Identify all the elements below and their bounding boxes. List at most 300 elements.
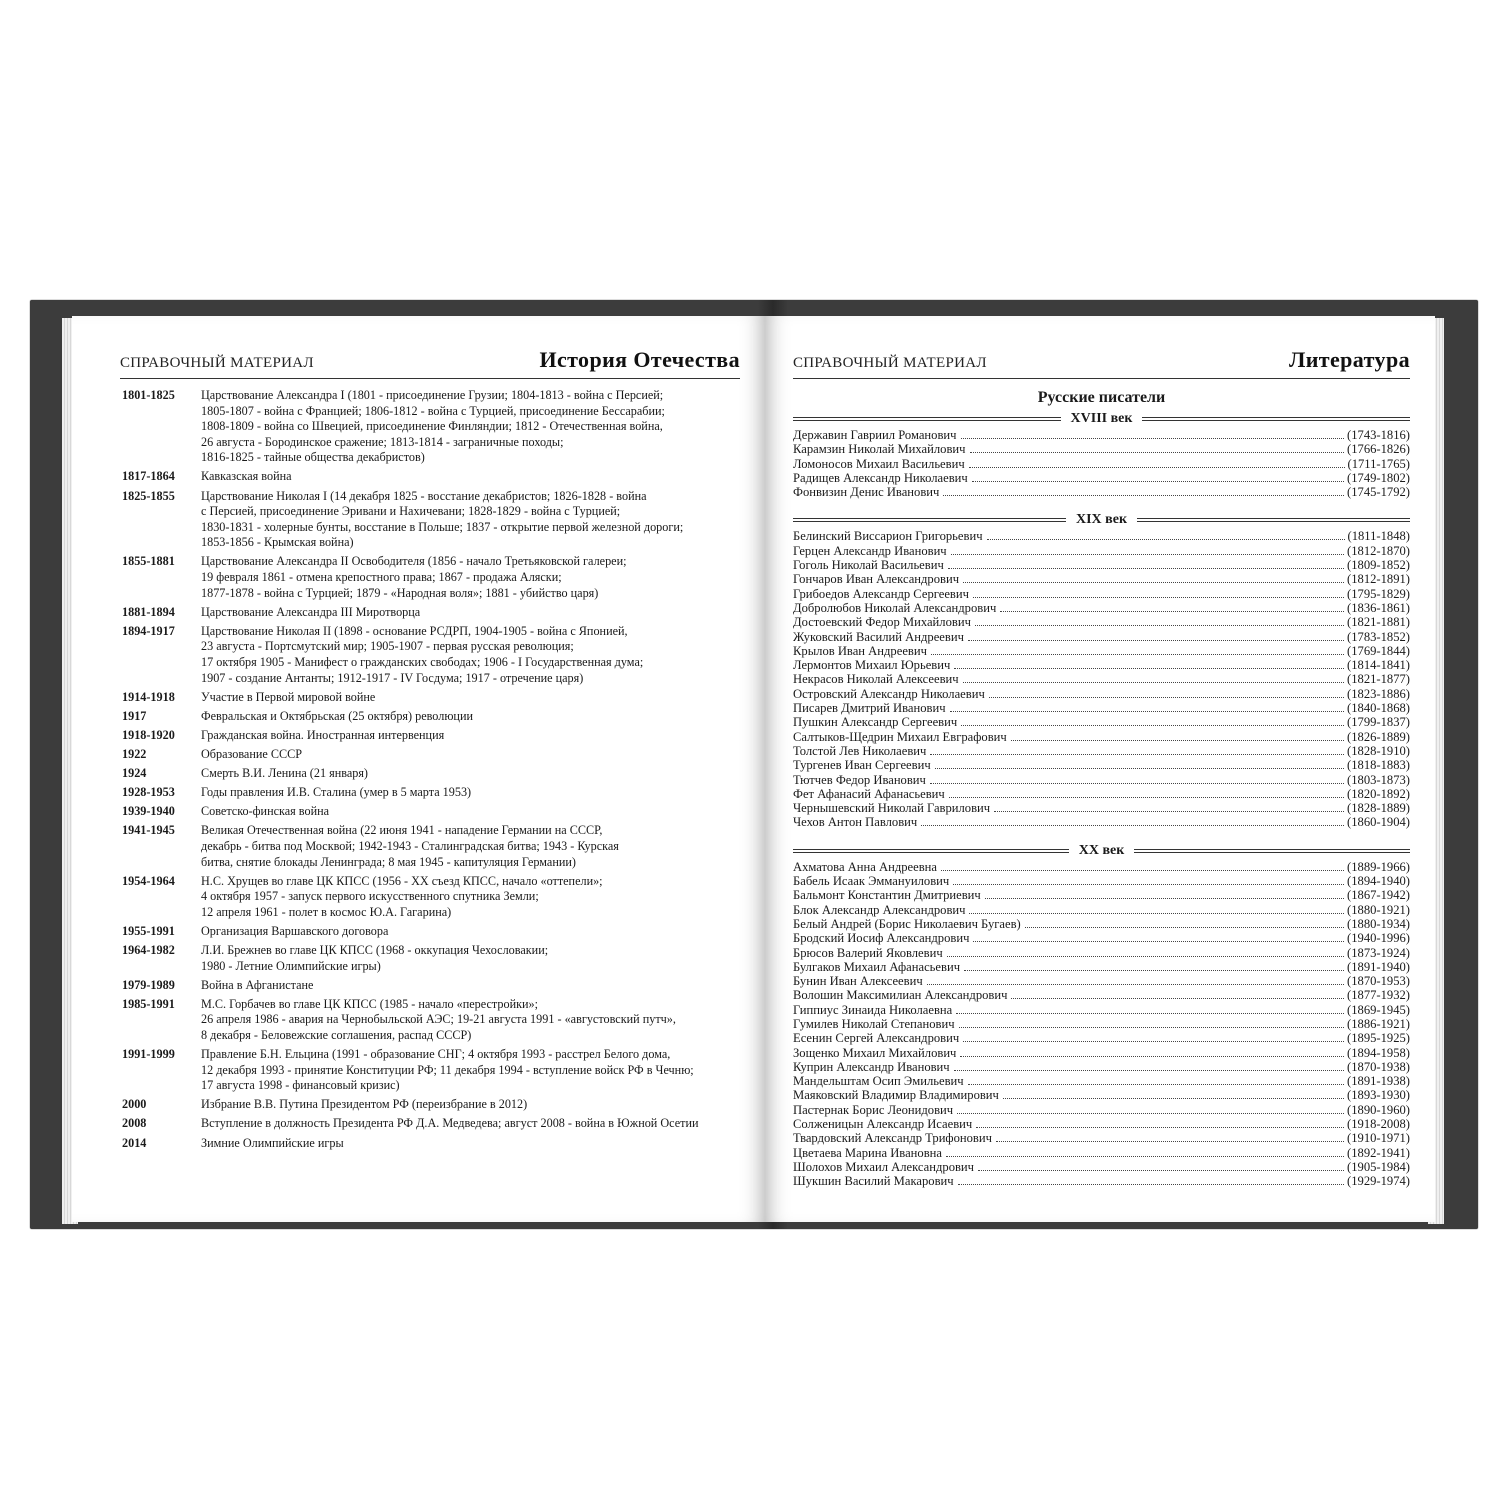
writer-name: Чернышевский Николай Гаврилович bbox=[793, 801, 991, 816]
timeline-text bbox=[201, 1097, 737, 1113]
writer-years: (1828-1910) bbox=[1347, 743, 1410, 758]
century-rule bbox=[793, 518, 1066, 522]
writer-row bbox=[793, 974, 1410, 988]
timeline-year: 1918-1920 bbox=[122, 727, 175, 742]
page-title: История Отечества bbox=[539, 347, 740, 372]
timeline-row bbox=[122, 1047, 737, 1094]
dot-leader bbox=[943, 495, 1344, 496]
writer-row bbox=[793, 1160, 1410, 1174]
dot-leader bbox=[1011, 998, 1344, 999]
writer-years: (1870-1953) bbox=[1347, 974, 1410, 989]
timeline-row bbox=[122, 1116, 737, 1132]
timeline-text bbox=[201, 388, 737, 466]
writer-name: Толстой Лев Николаевич bbox=[793, 743, 927, 758]
timeline-text-line: 12 апреля 1961 - полет в космос Ю.А. Гагарина) bbox=[201, 904, 452, 919]
writer-name: Шолохов Михаил Александрович bbox=[793, 1159, 975, 1174]
writer-years: (1811-1848) bbox=[1347, 529, 1410, 544]
writer-row bbox=[793, 888, 1410, 902]
left-page bbox=[72, 316, 765, 1222]
writer-years: (1809-1852) bbox=[1347, 558, 1410, 573]
writer-name: Крылов Иван Андреевич bbox=[793, 643, 927, 658]
writer-years: (1799-1837) bbox=[1347, 715, 1410, 730]
writer-years: (1873-1924) bbox=[1347, 945, 1410, 960]
dot-leader bbox=[954, 668, 1344, 669]
writer-row bbox=[793, 471, 1410, 485]
writer-name: Брюсов Валерий Яковлевич bbox=[793, 945, 943, 960]
timeline-text-line: 26 апреля 1986 - авария на Чернобыльской АЭС; 19-21 августа 1991 - «августовский путч», bbox=[201, 1012, 676, 1027]
century-heading bbox=[793, 842, 1410, 860]
timeline-year: 1917 bbox=[122, 708, 147, 723]
writer-row bbox=[793, 630, 1410, 644]
timeline-row bbox=[122, 690, 737, 706]
writer-years: (1766-1826) bbox=[1347, 442, 1410, 457]
dot-leader bbox=[949, 797, 1344, 798]
writer-row bbox=[793, 544, 1410, 558]
writer-row bbox=[793, 457, 1410, 471]
writer-row bbox=[793, 773, 1410, 787]
writer-name: Ломоносов Михаил Васильевич bbox=[793, 456, 965, 471]
timeline-text-line: 17 октября 1905 - Манифест о гражданских свободах; 1906 - I Государственная дума; bbox=[201, 655, 644, 669]
timeline-year: 2008 bbox=[122, 1116, 147, 1131]
writer-years: (1812-1870) bbox=[1347, 543, 1410, 558]
writer-row bbox=[793, 917, 1410, 931]
timeline-text-line: Царствование Александра II Освободителя (1856 - начало Третьяковской галереи; bbox=[201, 554, 627, 569]
writer-name: Бродский Иосиф Александрович bbox=[793, 931, 970, 946]
timeline-text-line: декабрь - битва под Москвой; 1942-1943 - Сталинградская битва; 1943 - Курская bbox=[201, 838, 619, 853]
timeline-year: 1928-1953 bbox=[122, 785, 175, 800]
writer-row bbox=[793, 1103, 1410, 1117]
century-rule bbox=[1134, 849, 1410, 853]
timeline-year: 1801-1825 bbox=[122, 388, 175, 402]
writer-row bbox=[793, 874, 1410, 888]
writer-years: (1870-1938) bbox=[1347, 1059, 1410, 1074]
writer-row bbox=[793, 1088, 1410, 1102]
writer-name: Гоголь Николай Васильевич bbox=[793, 558, 944, 573]
century-label: XX век bbox=[1078, 842, 1125, 858]
timeline-year: 2000 bbox=[122, 1097, 147, 1112]
timeline-text-line: Февральская и Октябрьская (25 октября) революции bbox=[201, 708, 473, 723]
dot-leader bbox=[968, 640, 1344, 641]
timeline-row bbox=[122, 709, 737, 725]
writer-years: (1894-1958) bbox=[1347, 1045, 1410, 1060]
dot-leader bbox=[930, 783, 1344, 784]
writer-name: Зощенко Михаил Михайлович bbox=[793, 1045, 957, 1060]
writer-years: (1877-1932) bbox=[1347, 988, 1410, 1003]
timeline-row bbox=[122, 997, 737, 1044]
writer-years: (1892-1941) bbox=[1347, 1145, 1410, 1160]
writer-years: (1818-1883) bbox=[1347, 758, 1410, 773]
dot-leader bbox=[969, 467, 1345, 468]
writer-name: Тютчев Федор Иванович bbox=[793, 772, 926, 787]
dot-leader bbox=[978, 1170, 1344, 1171]
writer-years: (1711-1765) bbox=[1347, 456, 1410, 471]
timeline-text bbox=[201, 823, 737, 870]
timeline-text bbox=[201, 943, 737, 974]
timeline-text-line: Царствование Александра I (1801 - присоединение Грузии; 1804-1813 - война с Персией; bbox=[201, 388, 664, 402]
timeline-row bbox=[122, 1136, 737, 1152]
writer-years: (1890-1960) bbox=[1347, 1102, 1410, 1117]
timeline-year: 1914-1918 bbox=[122, 689, 175, 704]
writer-row bbox=[793, 903, 1410, 917]
dot-leader bbox=[956, 1013, 1344, 1014]
writer-row bbox=[793, 715, 1410, 729]
writer-list bbox=[793, 428, 1410, 499]
timeline-text-line: 4 октября 1957 - запуск первого искусственного спутника Земли; bbox=[201, 889, 539, 904]
writer-years: (1749-1802) bbox=[1347, 470, 1410, 485]
writer-years: (1783-1852) bbox=[1347, 629, 1410, 644]
timeline-text-line: Образование СССР bbox=[201, 746, 303, 761]
timeline-text-line: Вступление в должность Президента РФ Д.А. Медведева; август 2008 - война в Южной Осетии bbox=[201, 1116, 699, 1131]
century-label: XVIII век bbox=[1070, 411, 1133, 426]
timeline-text bbox=[201, 1116, 737, 1132]
writer-row bbox=[793, 587, 1410, 601]
timeline-text-line: Кавказская война bbox=[201, 469, 292, 484]
timeline-text-line: 1805-1807 - война с Францией; 1806-1812 - война с Турцией, присоединение Бессарабии; bbox=[201, 403, 665, 418]
timeline-year: 1955-1991 bbox=[122, 923, 175, 938]
timeline-text-line: Царствование Николая II (1898 - основание РСДРП, 1904-1905 - война с Японией, bbox=[201, 623, 628, 638]
writer-name: Тургенев Иван Сергеевич bbox=[793, 758, 931, 773]
timeline-text bbox=[201, 924, 737, 940]
century-heading bbox=[793, 410, 1410, 428]
timeline-year: 1985-1991 bbox=[122, 996, 175, 1011]
writer-years: (1893-1930) bbox=[1347, 1088, 1410, 1103]
writer-years: (1860-1904) bbox=[1347, 815, 1410, 830]
right-page-header bbox=[793, 346, 1410, 379]
timeline-text-line: битва, снятие блокады Ленинграда; 8 мая 1945 - капитуляция Германии) bbox=[201, 854, 576, 869]
dot-leader bbox=[921, 825, 1344, 826]
dot-leader bbox=[953, 884, 1344, 885]
writer-years: (1828-1889) bbox=[1347, 801, 1410, 816]
writer-years: (1820-1892) bbox=[1347, 786, 1410, 801]
timeline-text bbox=[201, 1136, 737, 1152]
writer-years: (1814-1841) bbox=[1347, 658, 1410, 673]
timeline-year: 1894-1917 bbox=[122, 623, 175, 638]
writer-name: Бальмонт Константин Дмитриевич bbox=[793, 888, 981, 903]
timeline-row bbox=[122, 943, 737, 974]
writer-row bbox=[793, 644, 1410, 658]
writer-name: Жуковский Василий Андреевич bbox=[793, 629, 964, 644]
writer-years: (1823-1886) bbox=[1347, 686, 1410, 701]
century-rule bbox=[1137, 518, 1410, 522]
dot-leader bbox=[960, 1056, 1344, 1057]
writer-years: (1795-1829) bbox=[1347, 586, 1410, 601]
writer-name: Герцен Александр Иванович bbox=[793, 543, 947, 558]
writer-row bbox=[793, 946, 1410, 960]
writer-name: Белинский Виссарион Григорьевич bbox=[793, 529, 983, 544]
dot-leader bbox=[946, 1156, 1344, 1157]
timeline-text-line: 12 декабря 1993 - принятие Конституции РФ; 11 декабря 1994 - вступление войск РФ в Чечню; bbox=[201, 1062, 694, 1077]
writer-row bbox=[793, 801, 1410, 815]
writer-row bbox=[793, 1031, 1410, 1045]
timeline-text bbox=[201, 747, 737, 763]
writer-name: Есенин Сергей Александрович bbox=[793, 1031, 960, 1046]
timeline-text-line: Царствование Александра III Миротворца bbox=[201, 604, 421, 619]
writer-years: (1836-1861) bbox=[1347, 600, 1410, 615]
writer-years: (1918-2008) bbox=[1347, 1117, 1410, 1132]
writer-name: Карамзин Николай Михайлович bbox=[793, 442, 966, 457]
timeline-text bbox=[201, 554, 737, 601]
timeline-text bbox=[201, 690, 737, 706]
writer-name: Пушкин Александр Сергеевич bbox=[793, 715, 958, 730]
writer-name: Бунин Иван Алексеевич bbox=[793, 974, 923, 989]
writers-list bbox=[793, 388, 1410, 1201]
timeline-text bbox=[201, 709, 737, 725]
timeline-row bbox=[122, 804, 737, 820]
timeline-row bbox=[122, 874, 737, 921]
writer-row bbox=[793, 730, 1410, 744]
writer-name: Бабель Исаак Эммануилович bbox=[793, 874, 950, 889]
writer-years: (1769-1844) bbox=[1347, 643, 1410, 658]
writer-row bbox=[793, 1146, 1410, 1160]
timeline-text bbox=[201, 489, 737, 551]
timeline-text-line: 26 августа - Бородинское сражение; 1813-1814 - заграничные походы; bbox=[201, 434, 564, 449]
writer-row bbox=[793, 1174, 1410, 1188]
writer-row bbox=[793, 428, 1410, 442]
timeline-row bbox=[122, 728, 737, 744]
writer-years: (1821-1877) bbox=[1347, 672, 1410, 687]
timeline-row bbox=[122, 924, 737, 940]
writer-row bbox=[793, 744, 1410, 758]
writer-years: (1905-1984) bbox=[1347, 1159, 1410, 1174]
dot-leader bbox=[961, 725, 1344, 726]
timeline-text-line: 1877-1878 - война с Турцией; 1879 - «Народная воля»; 1881 - убийство царя) bbox=[201, 585, 599, 600]
dot-leader bbox=[950, 711, 1344, 712]
timeline-text bbox=[201, 624, 737, 686]
dot-leader bbox=[976, 1127, 1344, 1128]
timeline-row bbox=[122, 624, 737, 686]
writer-name: Фонвизин Денис Иванович bbox=[793, 485, 940, 500]
timeline-year: 1979-1989 bbox=[122, 977, 175, 992]
timeline-text-line: 23 августа - Портсмутский мир; 1905-1907 - первая русская революция; bbox=[201, 639, 574, 654]
timeline-text bbox=[201, 785, 737, 801]
writer-name: Волошин Максимилиан Александрович bbox=[793, 988, 1008, 1003]
writer-row bbox=[793, 1074, 1410, 1088]
centuries-container bbox=[793, 410, 1410, 1189]
century-heading bbox=[793, 511, 1410, 529]
writer-name: Добролюбов Николай Александрович bbox=[793, 600, 997, 615]
page-title: Литература bbox=[1288, 347, 1410, 372]
writer-list bbox=[793, 860, 1410, 1189]
writer-row bbox=[793, 1060, 1410, 1074]
timeline-text-line: Смерть В.И. Ленина (21 января) bbox=[201, 766, 368, 781]
writer-years: (1840-1868) bbox=[1347, 701, 1410, 716]
century-rule bbox=[793, 849, 1069, 853]
writer-row bbox=[793, 1003, 1410, 1017]
writer-row bbox=[793, 572, 1410, 586]
timeline-text-line: Царствование Николая I (14 декабря 1825 - восстание декабристов; 1826-1828 - война bbox=[201, 488, 647, 503]
dot-leader bbox=[961, 438, 1345, 439]
history-timeline bbox=[122, 388, 737, 1155]
timeline-row bbox=[122, 605, 737, 621]
writer-row bbox=[793, 442, 1410, 456]
timeline-year: 1825-1855 bbox=[122, 488, 175, 503]
dot-leader bbox=[957, 1113, 1344, 1114]
writer-name: Блок Александр Александрович bbox=[793, 902, 966, 917]
writer-name: Белый Андрей (Борис Николаевич Бугаев) bbox=[793, 916, 1021, 931]
writer-row bbox=[793, 658, 1410, 672]
timeline-year: 2014 bbox=[122, 1135, 147, 1150]
writer-row bbox=[793, 1131, 1410, 1145]
timeline-text-line: Правление Б.Н. Ельцина (1991 - образование СНГ; 4 октября 1993 - расстрел Белого дома, bbox=[201, 1047, 671, 1062]
timeline-text bbox=[201, 469, 737, 485]
dot-leader bbox=[975, 625, 1344, 626]
writer-years: (1880-1934) bbox=[1347, 916, 1410, 931]
timeline-row bbox=[122, 747, 737, 763]
timeline-text bbox=[201, 605, 737, 621]
writer-years: (1889-1966) bbox=[1347, 859, 1410, 874]
dot-leader bbox=[930, 754, 1344, 755]
writer-row bbox=[793, 701, 1410, 715]
writer-name: Гиппиус Зинаида Николаевна bbox=[793, 1002, 953, 1017]
dot-leader bbox=[968, 1084, 1344, 1085]
timeline-text-line: Зимние Олимпийские игры bbox=[201, 1135, 344, 1150]
dot-leader bbox=[948, 568, 1344, 569]
writer-name: Чехов Антон Павлович bbox=[793, 815, 918, 830]
writer-name: Державин Гавриил Романович bbox=[793, 428, 957, 442]
timeline-row bbox=[122, 823, 737, 870]
timeline-text bbox=[201, 997, 737, 1044]
timeline-text bbox=[201, 804, 737, 820]
timeline-text-line: 1853-1856 - Крымская война) bbox=[201, 535, 354, 550]
timeline-text-line: 1907 - создание Антанты; 1912-1917 - IV Госдума; 1917 - отречение царя) bbox=[201, 670, 584, 685]
writer-name: Твардовский Александр Трифонович bbox=[793, 1131, 992, 1146]
timeline-text-line: 1980 - Летние Олимпийские игры) bbox=[201, 958, 381, 973]
right-page bbox=[765, 316, 1435, 1222]
writer-row bbox=[793, 601, 1410, 615]
timeline-year: 1924 bbox=[122, 766, 147, 781]
timeline-text-line: 1808-1809 - война со Швецией, присоединение Финляндии; 1812 - Отечественная война, bbox=[201, 419, 663, 434]
dot-leader bbox=[954, 1070, 1344, 1071]
writer-row bbox=[793, 687, 1410, 701]
dot-leader bbox=[959, 1027, 1345, 1028]
section-label: СПРАВОЧНЫЙ МАТЕРИАЛ bbox=[120, 355, 314, 371]
timeline-row bbox=[122, 469, 737, 485]
writer-years: (1929-1974) bbox=[1347, 1174, 1410, 1189]
dot-leader bbox=[973, 597, 1344, 598]
timeline-text-line: Организация Варшавского договора bbox=[201, 923, 389, 938]
century-label: XIX век bbox=[1076, 512, 1128, 528]
timeline-text bbox=[201, 766, 737, 782]
century-rule bbox=[1142, 417, 1410, 421]
writer-row bbox=[793, 988, 1410, 1002]
dot-leader bbox=[994, 811, 1344, 812]
dot-leader bbox=[927, 984, 1344, 985]
timeline-text-line: 1816-1825 - тайные общества декабристов) bbox=[201, 450, 425, 465]
timeline-text-line: Участие в Первой мировой войне bbox=[201, 689, 376, 704]
timeline-text-line: М.С. Горбачев во главе ЦК КПСС (1985 - начало «перестройки»; bbox=[201, 996, 539, 1011]
dot-leader bbox=[970, 452, 1345, 453]
timeline-row bbox=[122, 785, 737, 801]
writer-years: (1745-1792) bbox=[1347, 485, 1410, 500]
dot-leader bbox=[941, 870, 1344, 871]
writer-row bbox=[793, 558, 1410, 572]
writer-name: Пастернак Борис Леонидович bbox=[793, 1102, 954, 1117]
writer-name: Гумилев Николай Степанович bbox=[793, 1016, 955, 1031]
left-page-header bbox=[120, 346, 740, 379]
writer-years: (1891-1940) bbox=[1347, 959, 1410, 974]
writer-name: Грибоедов Александр Сергеевич bbox=[793, 586, 969, 601]
writer-years: (1867-1942) bbox=[1347, 888, 1410, 903]
writer-years: (1940-1996) bbox=[1347, 931, 1410, 946]
writer-years: (1891-1938) bbox=[1347, 1074, 1410, 1089]
dot-leader bbox=[1000, 611, 1344, 612]
writer-name: Радищев Александр Николаевич bbox=[793, 470, 968, 485]
timeline-year: 1881-1894 bbox=[122, 604, 175, 619]
writer-years: (1895-1925) bbox=[1347, 1031, 1410, 1046]
writer-row bbox=[793, 815, 1410, 829]
timeline-year: 1939-1940 bbox=[122, 804, 175, 819]
writer-years: (1910-1971) bbox=[1347, 1131, 1410, 1146]
writer-years: (1880-1921) bbox=[1347, 902, 1410, 917]
writer-name: Цветаева Марина Ивановна bbox=[793, 1145, 942, 1160]
writer-row bbox=[793, 1046, 1410, 1060]
writer-years: (1869-1945) bbox=[1347, 1002, 1410, 1017]
writer-row bbox=[793, 787, 1410, 801]
dot-leader bbox=[963, 1041, 1344, 1042]
timeline-text-line: Война в Афганистане bbox=[201, 977, 314, 992]
timeline-year: 1954-1964 bbox=[122, 873, 175, 888]
dot-leader bbox=[973, 941, 1344, 942]
timeline-row bbox=[122, 1097, 737, 1113]
timeline-year: 1855-1881 bbox=[122, 554, 175, 569]
dot-leader bbox=[987, 539, 1345, 540]
writer-name: Мандельштам Осип Эмильевич bbox=[793, 1074, 964, 1089]
writer-name: Писарев Дмитрий Иванович bbox=[793, 701, 946, 716]
writer-name: Салтыков-Щедрин Михаил Евграфович bbox=[793, 729, 1007, 744]
writer-list bbox=[793, 529, 1410, 829]
timeline-row bbox=[122, 978, 737, 994]
writer-row bbox=[793, 672, 1410, 686]
writer-years: (1812-1891) bbox=[1347, 572, 1410, 587]
writer-name: Некрасов Николай Алексеевич bbox=[793, 672, 959, 687]
writer-row bbox=[793, 1117, 1410, 1131]
timeline-year: 1941-1945 bbox=[122, 823, 175, 838]
dot-leader bbox=[972, 481, 1344, 482]
timeline-text-line: 1830-1831 - холерные бунты, восстание в Польше; 1837 - открытие первой железной дороги; bbox=[201, 519, 684, 534]
writer-name: Фет Афанасий Афанасьевич bbox=[793, 786, 945, 801]
timeline-year: 1964-1982 bbox=[122, 943, 175, 957]
writer-row bbox=[793, 1017, 1410, 1031]
writer-row bbox=[793, 931, 1410, 945]
timeline-text-line: 8 декабря - Беловежские соглашения, распад СССР) bbox=[201, 1027, 472, 1042]
timeline-text-line: Гражданская война. Иностранная интервенция bbox=[201, 727, 445, 742]
writer-name: Гончаров Иван Александрович bbox=[793, 572, 960, 587]
dot-leader bbox=[951, 554, 1344, 555]
section-label: СПРАВОЧНЫЙ МАТЕРИАЛ bbox=[793, 355, 987, 371]
timeline-text-line: Избрание В.В. Путина Президентом РФ (переизбрание в 2012) bbox=[201, 1097, 528, 1112]
writer-years: (1821-1881) bbox=[1347, 615, 1410, 630]
writer-years: (1894-1940) bbox=[1347, 874, 1410, 889]
timeline-text-line: Советско-финская война bbox=[201, 804, 330, 819]
writer-name: Куприн Александр Иванович bbox=[793, 1059, 950, 1074]
writer-name: Ахматова Анна Андреевна bbox=[793, 859, 937, 874]
timeline-year: 1922 bbox=[122, 746, 147, 761]
dot-leader bbox=[931, 654, 1344, 655]
timeline-year: 1991-1999 bbox=[122, 1047, 175, 1062]
dot-leader bbox=[947, 956, 1344, 957]
dot-leader bbox=[958, 1184, 1344, 1185]
writer-name: Шукшин Василий Макарович bbox=[793, 1174, 954, 1189]
dot-leader bbox=[989, 697, 1344, 698]
writer-years: (1803-1873) bbox=[1347, 772, 1410, 787]
dot-leader bbox=[985, 898, 1344, 899]
writer-name: Булгаков Михаил Афанасьевич bbox=[793, 959, 961, 974]
writer-row bbox=[793, 485, 1410, 499]
dot-leader bbox=[969, 913, 1344, 914]
timeline-row bbox=[122, 554, 737, 601]
writer-years: (1886-1921) bbox=[1347, 1016, 1410, 1031]
dot-leader bbox=[964, 970, 1344, 971]
